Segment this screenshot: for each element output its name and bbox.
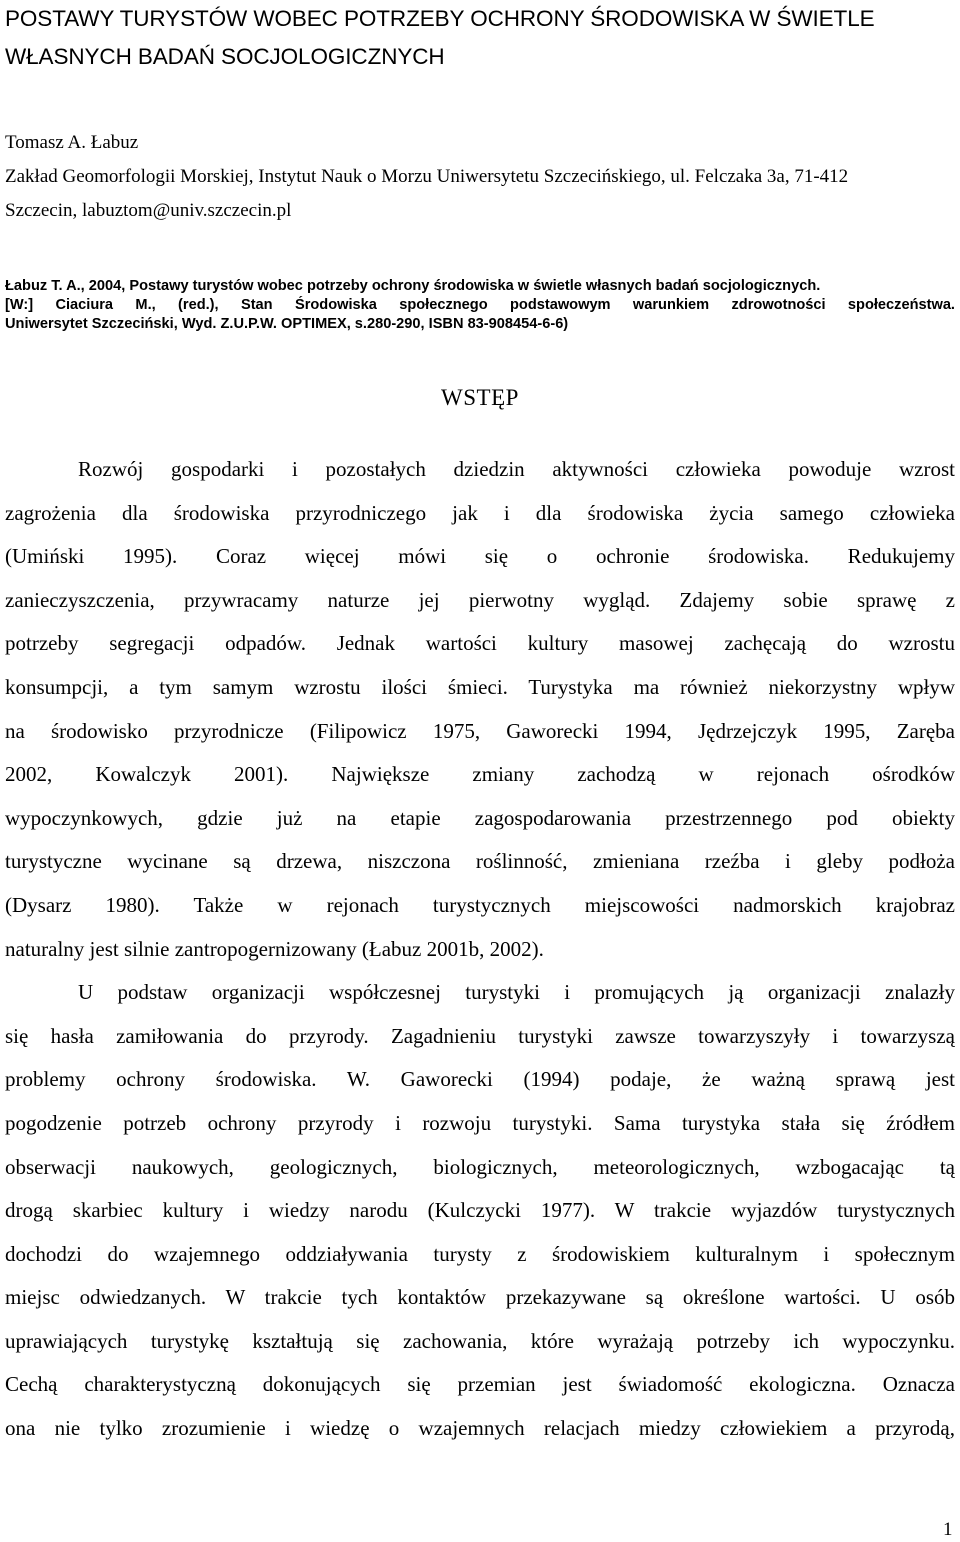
author-affiliation-line-2: Szczecin, labuztom@univ.szczecin.pl: [5, 200, 292, 221]
citation-line-2: [W:] Ciaciura M., (red.), Stan Środowiska społecznego podstawowym warunkiem zdrowotności społeczeństwa.: [5, 297, 955, 313]
body-line: U podstaw organizacji współczesnej turystyki i promujących ją organizacji znalazły: [78, 980, 955, 1005]
body-text: [5, 448, 955, 1451]
body-line: dochodzi do wzajemnego oddziaływania turysty z środowiskiem kulturalnym i społecznym: [5, 1241, 955, 1266]
author-name: Tomasz A. Łabuz: [5, 132, 139, 153]
page-number: 1: [943, 1519, 953, 1540]
body-line: miejsc odwiedzanych. W trakcie tych kontaktów przekazywane są określone wartości. U osób: [5, 1285, 955, 1310]
body-line: (Umiński 1995). Coraz więcej mówi się o ochronie środowiska. Redukujemy: [5, 544, 955, 569]
document-title: [5, 0, 955, 76]
body-line: (Dysarz 1980). Także w rejonach turystycznych miejscowości nadmorskich krajobraz: [5, 892, 955, 917]
body-line: problemy ochrony środowiska. W. Gaworecki (1994) podaje, że ważną sprawą jest: [5, 1067, 955, 1092]
section-heading: WSTĘP: [441, 385, 519, 410]
body-line: naturalny jest silnie zantropogernizowany (Łabuz 2001b, 2002).: [5, 936, 544, 961]
body-line: drogą skarbiec kultury i wiedzy narodu (Kulczycki 1977). W trakcie wyjazdów turystycznych: [5, 1198, 955, 1223]
body-line: 2002, Kowalczyk 2001). Największe zmiany zachodzą w rejonach ośrodków: [5, 762, 955, 787]
body-line: na środowisko przyrodnicze (Filipowicz 1975, Gaworecki 1994, Jędrzejczyk 1995, Zaręba: [5, 718, 955, 743]
title-line-2: WŁASNYCH BADAŃ SOCJOLOGICZNYCH: [5, 44, 445, 69]
body-line: zagrożenia dla środowiska przyrodniczego jak i dla środowiska życia samego człowieka: [5, 500, 955, 525]
body-line: uprawiających turystykę kształtują się zachowania, które wyrażają potrzeby ich wypoczynku.: [5, 1328, 955, 1353]
author-block: [5, 128, 955, 226]
title-line-1: POSTAWY TURYSTÓW WOBEC POTRZEBY OCHRONY ŚRODOWISKA W ŚWIETLE: [5, 6, 875, 31]
body-line: się hasła zamiłowania do przyrody. Zagadnieniu turystyki zawsze towarzyszyły i towarzyszą: [5, 1023, 955, 1048]
citation-block: [5, 277, 955, 334]
author-affiliation-line-1: Zakład Geomorfologii Morskiej, Instytut Nauk o Morzu Uniwersytetu Szczecińskiego, ul. Felczaka 3a, 71-412: [5, 166, 849, 187]
body-line: turystyczne wycinane są drzewa, niszczona roślinność, zmieniana rzeźba i gleby podłoża: [5, 849, 955, 874]
citation-line-1: Łabuz T. A., 2004, Postawy turystów wobec potrzeby ochrony środowiska w świetle własnych badań socjologicznych.: [5, 278, 821, 294]
body-line: konsumpcji, a tym samym wzrostu ilości śmieci. Turystyka ma również niekorzystny wpływ: [5, 674, 955, 699]
body-line: Cechą charakterystyczną dokonujących się przemian jest świadomość ekologiczna. Oznacza: [5, 1372, 955, 1397]
body-line: zanieczyszczenia, przywracamy naturze jej pierwotny wygląd. Zdajemy sobie sprawę z: [5, 587, 955, 612]
citation-line-3: Uniwersytet Szczeciński, Wyd. Z.U.P.W. OPTIMEX, s.280-290, ISBN 83-908454-6-6): [5, 316, 569, 332]
body-line: obserwacji naukowych, geologicznych, biologicznych, meteorologicznych, wzbogacając tą: [5, 1154, 955, 1179]
body-line: ona nie tylko zrozumienie i wiedzę o wzajemnych relacjach miedzy człowiekiem a przyrodą,: [5, 1416, 955, 1441]
body-line: potrzeby segregacji odpadów. Jednak wartości kultury masowej zachęcają do wzrostu: [5, 631, 955, 656]
body-line: wypoczynkowych, gdzie już na etapie zagospodarowania przestrzennego pod obiekty: [5, 805, 955, 830]
body-line: pogodzenie potrzeb ochrony przyrody i rozwoju turystyki. Sama turystyka stała się źródłem: [5, 1110, 955, 1135]
body-line: Rozwój gospodarki i pozostałych dziedzin aktywności człowieka powoduje wzrost: [78, 457, 955, 481]
